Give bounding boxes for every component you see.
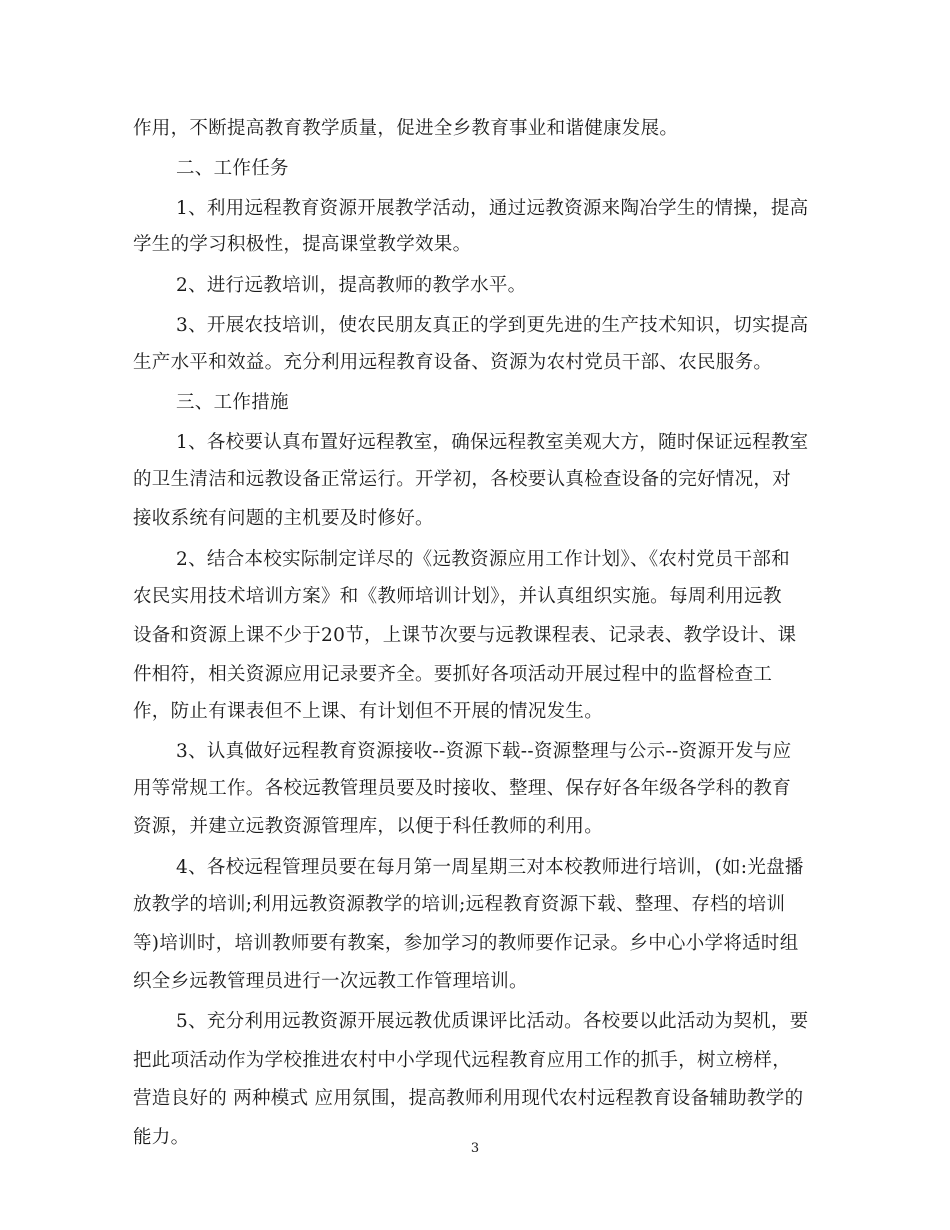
body-text-line: 放教学的培训;利用远教资源教学的培训;远程教育资源下载、整理、存档的培训 (133, 894, 786, 915)
body-text-line: 设备和资源上课不少于20节，上课节次要与远教课程表、记录表、教学设计、课 (133, 625, 797, 646)
body-text-line: 营造良好的 两种模式 应用氛围，提高教师利用现代农村远程教育设备辅助教学的 (133, 1088, 804, 1109)
body-text-line: 用等常规工作。各校远教管理员要及时接收、整理、保存好各年级各学科的教育 (133, 778, 792, 799)
body-text-line: 能力。 (133, 1127, 190, 1148)
section-heading: 二、工作任务 (176, 158, 289, 179)
body-text-line: 把此项活动作为学校推进农村中小学现代远程教育应用工作的抓手，树立榜样， (133, 1050, 792, 1071)
body-text-line: 作，防止有课表但不上课、有计划但不开展的情况发生。 (133, 701, 604, 722)
list-item-line: 2、结合本校实际制定详尽的《远教资源应用工作计划》、《农村党员干部和 (176, 549, 790, 570)
body-text-line: 资源，并建立远教资源管理库，以便于科任教师的利用。 (133, 816, 604, 837)
list-item-line: 1、利用远程教育资源开展教学活动，通过远教资源来陶冶学生的情操，提高 (176, 198, 809, 219)
list-item-line: 4、各校远程管理员要在每月第一周星期三对本校教师进行培训，(如:光盘播 (176, 857, 804, 878)
body-text-line: 生产水平和效益。充分利用远程教育设备、资源为农村党员干部、农民服务。 (133, 352, 773, 373)
body-text-line: 件相符，相关资源应用记录要齐全。要抓好各项活动开展过程中的监督检查工 (133, 664, 773, 685)
body-text-line: 农民实用技术培训方案》和《教师培训计划》，并认真组织实施。每周利用远教 (133, 586, 782, 607)
section-heading: 三、工作措施 (176, 392, 289, 413)
list-item-line: 3、开展农技培训，使农民朋友真正的学到更先进的生产技术知识，切实提高 (176, 315, 809, 336)
body-text-line: 等)培训时，培训教师要有教案，参加学习的教师要作记录。乡中心小学将适时组 (133, 933, 799, 954)
body-text-line: 学生的学习积极性，提高课堂教学效果。 (133, 234, 472, 255)
body-text-line: 作用，不断提高教育教学质量，促进全乡教育事业和谐健康发展。 (133, 118, 679, 139)
page-number: 3 (470, 1141, 480, 1156)
body-text-line: 接收系统有问题的主机要及时修好。 (133, 508, 434, 529)
list-item-line: 1、各校要认真布置好远程教室，确保远程教室美观大方，随时保证远程教室 (176, 432, 809, 453)
list-item-line: 2、进行远教培训，提高教师的教学水平。 (176, 275, 527, 296)
list-item-line: 5、充分利用远教资源开展远教优质课评比活动。各校要以此活动为契机，要 (176, 1011, 809, 1032)
body-text-line: 的卫生清洁和远教设备正常运行。开学初，各校要认真检查设备的完好情况，对 (133, 469, 792, 490)
list-item-line: 3、认真做好远程教育资源接收--资源下载--资源整理与公示--资源开发与应 (176, 741, 792, 762)
body-text-line: 织全乡远教管理员进行一次远教工作管理培训。 (133, 971, 528, 992)
